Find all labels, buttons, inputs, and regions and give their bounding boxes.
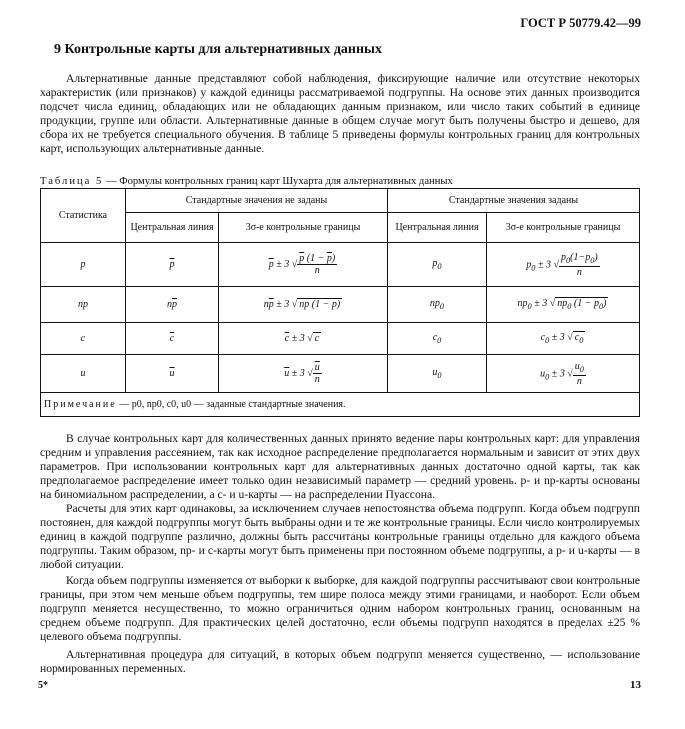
document-header: ГОСТ Р 50779.42—99 xyxy=(520,16,641,30)
paragraph-intro: Альтернативные данные представляют собой наблюдения, фиксирующие наличие или отсутствие некоторых характеристик (или признаков) у каждой единицы рассматриваемой подгруппы. На основе этих данных производится подсчет числа единиц, обладающих или не обладающих данным признаком, или число таких событий в единице продукции, группе или области. Альтернативные данные в общем случае могут быть получены быстро и дешево, для сбора их не требуется специального обучения. В таблице 5 приведены формулы контрольных границ для контрольных карт, использующих альтернативные данные. xyxy=(40,72,640,155)
limits-c: $\overline{c} \pm 3$ √ c xyxy=(219,323,388,355)
limits-u0: $u_0 \pm 3$ √ $\frac{u_0}{n}$ xyxy=(487,355,640,393)
table-note-word: Примечание xyxy=(44,399,117,410)
limits-u: $\overline{u} \pm 3$ √ $\frac{u}{n}$ xyxy=(219,355,388,393)
stat-c: c xyxy=(41,323,126,355)
table-caption-word: Таблица 5 xyxy=(40,176,104,187)
table-row-np xyxy=(41,287,640,323)
formulas-table xyxy=(40,188,640,417)
footer-signature: 5* xyxy=(38,680,48,691)
sub-header-limits-2: 3σ-е контрольные границы xyxy=(487,213,640,243)
center-ubar: $\overline{u}$ xyxy=(126,355,219,393)
paragraph-varying-size: Когда объем подгруппы изменяется от выборки к выборке, для каждой подгруппы рассчитывают свои контрольные границы, при этом чем меньше объем подгруппы, тем шире полоса между этими границами, и наоборот. Если объем подгрупп меняется несущественно, то можно ограничиться одним набором контрольных границ, основанным на среднем объеме подгрупп. Для практических целей достаточно, если объемы подгрупп находятся в пределах ±25 % целевого объема подгруппы. xyxy=(40,574,640,643)
page-number: 13 xyxy=(630,679,641,691)
table-note-text: — p0, np0, c0, u0 — заданные стандартные значения. xyxy=(116,399,346,410)
center-c0: $c_0$ xyxy=(388,323,487,355)
paragraph-quantitative: В случае контрольных карт для количественных данных принято ведение пары контрольных карт: для управления средним и управления рассеянием, так как исходное распределение предполагается нормальным и зависит от этих двух параметров. При использовании контрольных карт для альтернативных данных достаточно одной карты, так как предполагаемое распределение имеет только один независимый параметр — средний уровень. p- и np-карты основаны на биномиальном распределении, а c- и u-карты — на распределении Пуассона. xyxy=(40,432,640,501)
table-note xyxy=(41,393,640,417)
limits-c0: $c_0 \pm 3$ √ $c_0$ xyxy=(487,323,640,355)
center-pbar: $\overline{p}$ xyxy=(126,243,219,287)
paragraph-calculations: Расчеты для этих карт одинаковы, за исключением случаев непостоянства объема подгрупп. Когда объем подгрупп постоянен, для каждой подгруппы могут быть выбраны одни и те же контрольные границы. Если число контролируемых единиц в каждой подгруппе различно, должны быть рассчитаны контрольные границы отдельно для каждого объема подгруппы. Таким образом, np- и c-карты могут быть применены при постоянном объеме подгруппы, а p- и u-карты — в любой ситуации. xyxy=(40,502,640,571)
stat-np: np xyxy=(41,287,126,323)
paragraph-alternative: Альтернативная процедура для ситуаций, в которых объем подгрупп меняется существенно, — использование нормированных переменных. xyxy=(40,648,640,675)
table-caption-text: — Формулы контрольных границ карт Шухарта для альтернативных данных xyxy=(103,176,453,187)
table-caption xyxy=(40,176,453,187)
limits-np0: $np_0 \pm 3$ √ $np_0$ $(1 - p_0)$ xyxy=(487,287,640,323)
center-cbar: $\overline{c}$ xyxy=(126,323,219,355)
limits-p0: $p_0 \pm 3$ √ $\frac{p_0(1-p_0)}{n}$ xyxy=(487,243,640,287)
center-npbar: $n\overline{p}$ xyxy=(126,287,219,323)
stat-u: u xyxy=(41,355,126,393)
center-p0: $p_0$ xyxy=(388,243,487,287)
table-row-u xyxy=(41,355,640,393)
limits-p: $\overline{p} \pm 3$ √ $\frac{p (1 - \overline{p})}{n}$ xyxy=(219,243,388,287)
center-np0: $np_0$ xyxy=(388,287,487,323)
col-header-statistic: Статистика xyxy=(41,189,126,243)
section-title: 9 Контрольные карты для альтернативных данных xyxy=(54,42,382,57)
group-header-given: Стандартные значения заданы xyxy=(388,189,640,213)
group-header-not-given: Стандартные значения не заданы xyxy=(126,189,388,213)
sub-header-center-2: Центральная линия xyxy=(388,213,487,243)
stat-p: p xyxy=(41,243,126,287)
sub-header-center-1: Центральная линия xyxy=(126,213,219,243)
center-u0: $u_0$ xyxy=(388,355,487,393)
table-row-c xyxy=(41,323,640,355)
table-row-p xyxy=(41,243,640,287)
sub-header-limits-1: 3σ-е контрольные границы xyxy=(219,213,388,243)
limits-np: $n\overline{p} \pm 3$ √ $n\overline{p}$ $(1 - \overline{p})$ xyxy=(219,287,388,323)
